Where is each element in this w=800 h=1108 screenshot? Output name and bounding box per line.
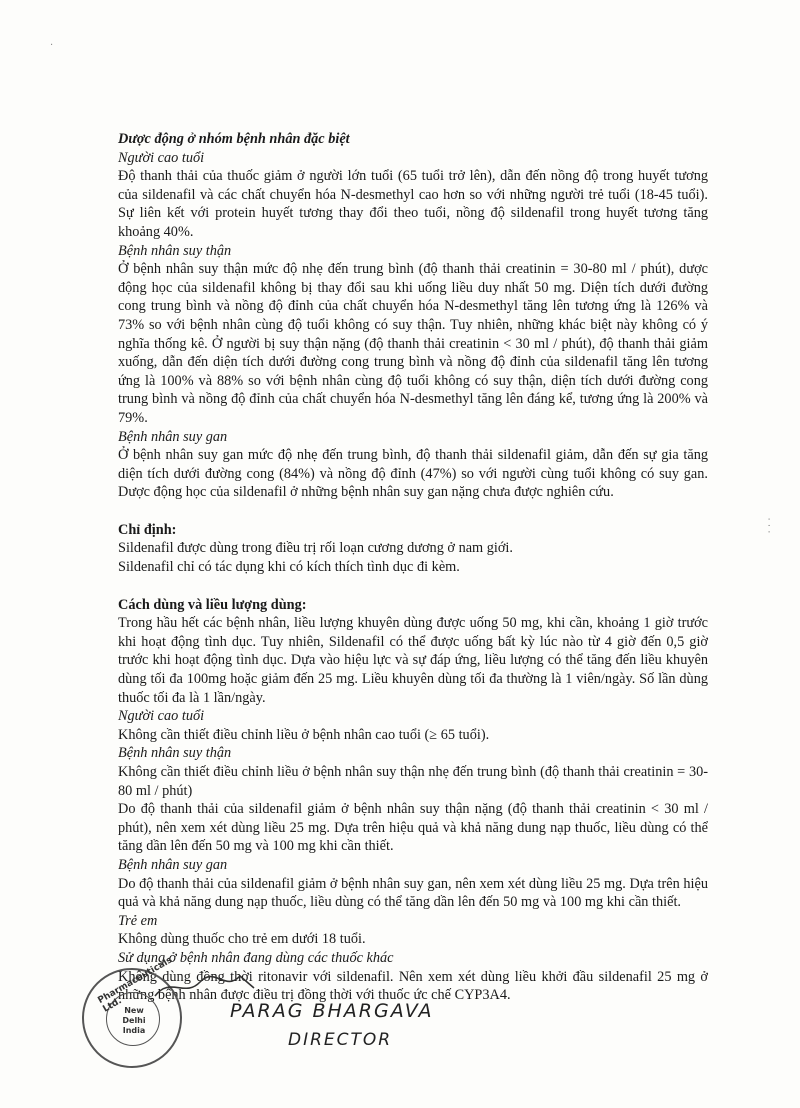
dosage-other-drugs-text: Không dùng đồng thời ritonavir với sildenafil. Nên xem xét dùng liều khởi đầu sildenafil 25 mg ở những bệnh nhân được điều trị đồng thời với thuốc ức chế CYP3A4. <box>118 968 708 1004</box>
dosage-elderly-text: Không cần thiết điều chỉnh liều ở bệnh nhân cao tuổi (≥ 65 tuổi). <box>118 726 490 743</box>
margin-mark: · · · <box>762 517 774 534</box>
dosage-heading: Cách dùng và liều lượng dùng: <box>118 596 307 613</box>
special-pk-section <box>118 130 708 502</box>
dosage-children-subheading: Trẻ em <box>118 912 158 929</box>
signature-name: PARAG BHARGAVA <box>230 1000 434 1022</box>
indication-line-2: Sildenafil chỉ có tác dụng khi có kích thích tình dục đi kèm. <box>118 559 460 576</box>
dosage-hepatic-subheading: Bệnh nhân suy gan <box>118 856 228 873</box>
dosage-children-text: Không dùng thuốc cho trẻ em dưới 18 tuổi. <box>118 931 366 948</box>
dosage-section <box>118 596 708 1005</box>
hepatic-paragraph: Ở bệnh nhân suy gan mức độ nhẹ đến trung bình, độ thanh thải sildenafil giảm, dẫn đến sự gia tăng diện tích dưới đường cong (84%) và nồng độ đỉnh (47%) so với người cùng tuổi không có suy gan. Dược động học của sildenafil ở những bệnh nhân suy gan nặng chưa được nghiên cứu. <box>118 447 708 501</box>
elderly-paragraph: Độ thanh thải của thuốc giảm ở người lớn tuổi (65 tuổi trở lên), dẫn đến nồng độ trong huyết tương của sildenafil và các chất chuyển hóa N-desmethyl cao hơn so với những người trẻ tuổi (18-45 tuổi). Sự liên kết với protein huyết tương thay đổi theo tuổi, nồng độ sildenafil trong huyết tương tăng khoảng 40%. <box>118 168 708 240</box>
renal-paragraph: Ở bệnh nhân suy thận mức độ nhẹ đến trung bình (độ thanh thải creatinin = 30-80 ml / phút), dược động học của sildenafil không bị thay đổi sau khi uống liều duy nhất 50 mg. Diện tích dưới đường cong trung bình và nồng độ đỉnh của chất chuyển hóa N-desmethyl tăng lên tương ứng là 126% và 73% so với bệnh nhân cùng độ tuổi không có suy thận. Tuy nhiên, những khác biệt này không có ý nghĩa thống kê. Ở người bị suy thận nặng (độ thanh thải creatinin < 30 ml / phút), độ thanh thải giảm xuống, dẫn đến diện tích dưới đường cong trung bình và nồng độ đỉnh của sildenafil tăng lên tương ứng là 100% và 88% so với bệnh nhân cùng độ tuổi không có suy thận, diện tích dưới đường cong trung bình và nồng độ đỉnh của chất chuyển hóa N-desmethyl tăng lên đáng kể, tương ứng là 200% và 79%. <box>118 261 708 426</box>
dosage-renal-text-2: Do độ thanh thải của sildenafil giảm ở bệnh nhân suy thận nặng (độ thanh thải creatinin < 30 ml / phút), nên xem xét dùng liều 25 mg. Dựa trên hiệu quả và khả năng dung nạp thuốc, liều dùng có thể tăng dần lên đến 50 mg và 100 mg khi cần thiết. <box>118 801 708 855</box>
indication-section <box>118 521 708 577</box>
indication-line-1: Sildenafil được dùng trong điều trị rối loạn cương dương ở nam giới. <box>118 540 513 557</box>
indication-heading: Chỉ định: <box>118 521 177 538</box>
dosage-intro: Trong hầu hết các bệnh nhân, liều lượng khuyên dùng được uống 50 mg, khi cần, khoảng 1 giờ trước khi hoạt động tình dục. Tuy nhiên, Sildenafil có thể được uống bất kỳ lúc nào từ 4 giờ đến 0,5 giờ trước khi hoạt động tình dục. Dựa vào hiệu lực và sự đáp ứng, liều lượng có thể tăng đến liều khuyên dùng tối đa 100mg hoặc giảm đến 25 mg. Liều khuyên dùng tối đa thường là 1 viên/ngày. Số lần dùng thuốc tối đa là 1 lần/ngày. <box>118 615 708 706</box>
dosage-hepatic-text: Do độ thanh thải của sildenafil giảm ở bệnh nhân suy gan, nên xem xét dùng liều 25 mg. Dựa trên hiệu quả và khả năng dung nạp thuốc, liều dùng có thể tăng dần lên đến 50 mg và 100 mg khi cần thiết. <box>118 875 708 911</box>
elderly-subheading: Người cao tuổi <box>118 149 205 166</box>
dosage-renal-text-1: Không cần thiết điều chỉnh liều ở bệnh nhân suy thận nhẹ đến trung bình (độ thanh thải creatinin = 30-80 ml / phút) <box>118 764 708 799</box>
dosage-renal-subheading: Bệnh nhân suy thận <box>118 745 232 762</box>
dosage-elderly-subheading: Người cao tuổi <box>118 708 205 725</box>
special-pk-heading: Dược động ở nhóm bệnh nhân đặc biệt <box>118 131 350 147</box>
dosage-other-drugs-subheading: Sử dụng ở bệnh nhân đang dùng các thuốc khác <box>118 949 394 966</box>
stamp-outer-text: Pharmaceuticals Ltd. <box>96 955 175 1015</box>
hepatic-subheading: Bệnh nhân suy gan <box>118 428 228 445</box>
margin-dot: · <box>50 40 54 51</box>
document-body <box>118 130 708 1005</box>
signature-title: DIRECTOR <box>288 1030 393 1050</box>
renal-subheading: Bệnh nhân suy thận <box>118 242 232 259</box>
stamp-inner-text: New Delhi India <box>122 1006 146 1035</box>
